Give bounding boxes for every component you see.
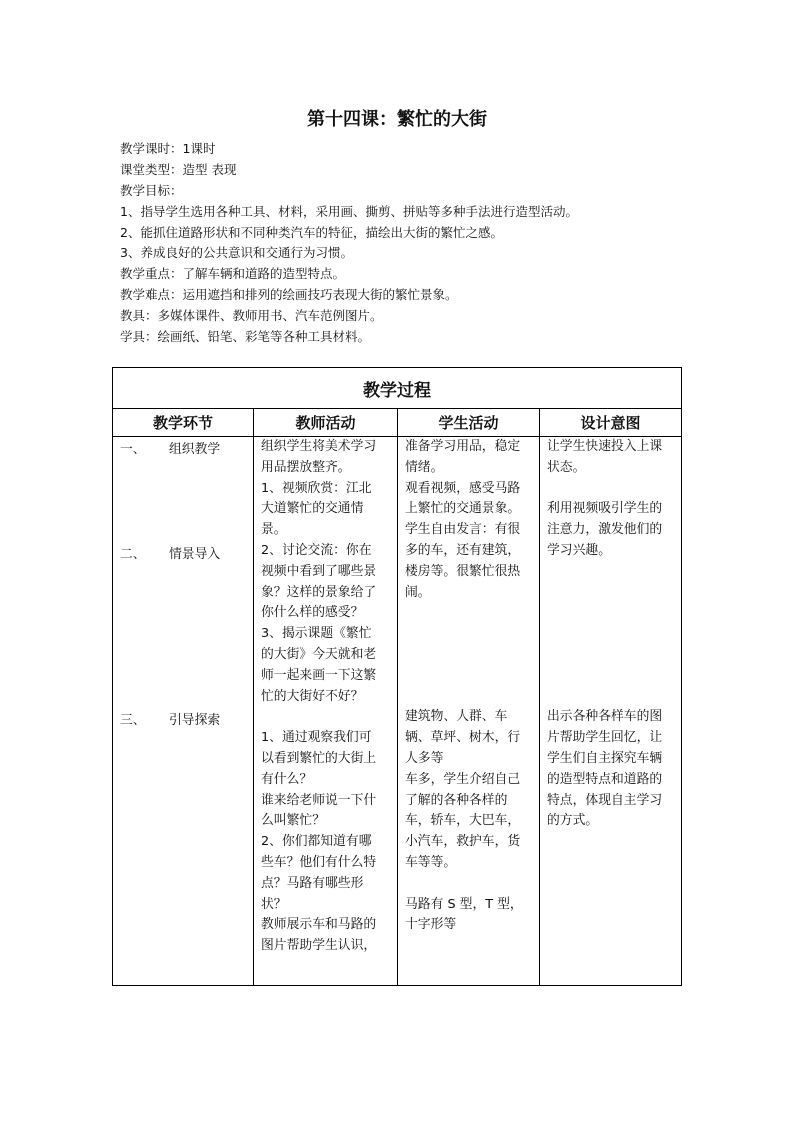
cell-line: 特点，体现自主学习 — [547, 792, 663, 808]
cell-line: 1、通过观察我们可 — [261, 730, 372, 746]
cell-line: 1、视频欣赏：江北 — [261, 480, 372, 496]
cell-line — [547, 666, 681, 687]
stage-name: 组织教学 — [169, 442, 221, 457]
cell-line — [547, 645, 681, 666]
cell-line: 状？ — [261, 896, 287, 912]
info-line: 教学课时：1课时 — [120, 141, 216, 156]
info-line: 2、能抓住道路形状和不同种类汽车的特征，描绘出大街的繁忙之感。 — [120, 224, 503, 240]
cell-line — [547, 603, 681, 624]
cell-line: 的大街》今天就和老 — [261, 646, 377, 662]
cell-line: 谁来给老师说一下什 — [261, 792, 377, 808]
cell-line: 忙的大街好不好？ — [261, 688, 364, 704]
teacher-cell — [254, 437, 398, 986]
info-line: 教学目标： — [120, 182, 183, 198]
stage-number: 二、 — [120, 547, 146, 562]
process-table — [112, 367, 682, 986]
cell-line: 十字形等 — [405, 917, 457, 933]
column-header: 教师活动 — [254, 409, 398, 437]
stage-name: 情景导入 — [169, 547, 221, 562]
cell-line: 出示各种各样车的图 — [547, 709, 663, 725]
teacher-activity — [261, 437, 397, 957]
stage-cell — [113, 437, 254, 986]
cell-line: 多的车，还有建筑， — [405, 542, 521, 558]
stage-number: 三、 — [120, 713, 146, 728]
cell-line — [405, 603, 539, 624]
cell-line: 准备学习用品，稳定 — [405, 439, 521, 454]
cell-line — [405, 624, 539, 645]
cell-line: 图片帮助学生认识， — [261, 938, 377, 954]
cell-line: 用品摆放整齐。 — [261, 459, 351, 475]
student-activity — [405, 437, 539, 936]
cell-line: 组织学生将美术学习 — [261, 439, 377, 454]
info-line: 1、指导学生选用各种工具、材料，采用画、撕剪、拼贴等多种手法进行造型活动。 — [120, 203, 578, 219]
cell-line — [547, 624, 681, 645]
cell-line — [405, 666, 539, 687]
cell-line: 3、揭示课题《繁忙 — [261, 626, 372, 642]
cell-line: 人多等 — [405, 750, 444, 766]
cell-line: 了解的各种各样的 — [405, 792, 508, 808]
student-cell — [398, 437, 540, 986]
column-header: 设计意图 — [540, 409, 682, 437]
cell-line: 学生自由发言：有很 — [405, 522, 521, 538]
stage-number: 一、 — [120, 442, 146, 457]
cell-line: 片帮助学生回忆，让 — [547, 730, 663, 746]
cell-line — [547, 562, 681, 583]
cell-line: 大道繁忙的交通情 — [261, 501, 364, 517]
cell-line: 视频中看到了哪些景 — [261, 563, 377, 579]
cell-line: 辆、草坪、树木，行 — [405, 730, 521, 746]
cell-line: 点？马路有哪些形 — [261, 875, 364, 891]
info-line: 学具：绘画纸、铅笔、彩笔等各种工具材料。 — [120, 329, 371, 345]
info-line: 教学重点：了解车辆和道路的造型特点。 — [120, 266, 346, 282]
cell-line: 学生们自主探究车辆 — [547, 750, 663, 766]
cell-line: 闹。 — [405, 584, 431, 600]
table-caption: 教学过程 — [113, 368, 682, 409]
cell-line — [547, 687, 681, 708]
cell-line: 2、你们都知道有哪 — [261, 834, 372, 850]
column-header: 学生活动 — [398, 409, 540, 437]
cell-line: 些车？他们有什么特 — [261, 854, 377, 870]
cell-line: 有什么？ — [261, 771, 313, 787]
cell-line — [261, 707, 397, 728]
cell-line: 状态。 — [547, 459, 586, 475]
cell-line: 象？这样的景象给了 — [261, 584, 377, 600]
cell-line: 2、讨论交流：你在 — [261, 542, 372, 558]
cell-line: 的造型特点和道路的 — [547, 771, 663, 787]
cell-line: 楼房等。很繁忙很热 — [405, 563, 521, 579]
cell-line: 情绪。 — [405, 459, 444, 475]
cell-line: 的方式。 — [547, 813, 599, 829]
cell-line: 教师展示车和马路的 — [261, 917, 377, 933]
cell-line: 马路有 S 型，T 型， — [405, 896, 523, 912]
cell-line: 景。 — [261, 522, 287, 538]
cell-line: 观看视频，感受马路 — [405, 480, 521, 496]
cell-line: 学习兴趣。 — [547, 542, 611, 558]
cell-line — [547, 583, 681, 604]
cell-line — [405, 874, 539, 895]
cell-line: 小汽车，救护车，货 — [405, 834, 521, 850]
info-line: 教学难点：运用遮挡和排列的绘画技巧表现大街的繁忙景象。 — [120, 287, 458, 303]
cell-line: 么叫繁忙？ — [261, 813, 325, 829]
info-line: 教具：多媒体课件、教师用书、汽车范例图片。 — [120, 308, 383, 324]
stage-name: 引导探索 — [169, 713, 221, 728]
cell-line — [405, 645, 539, 666]
cell-line — [405, 687, 539, 708]
cell-line: 利用视频吸引学生的 — [547, 501, 663, 517]
cell-line: 车多，学生介绍自己 — [405, 771, 521, 787]
cell-line: 注意力，激发他们的 — [547, 522, 663, 538]
info-line: 课堂类型：造型 表现 — [120, 161, 237, 177]
cell-line — [547, 479, 681, 500]
cell-line: 车等等。 — [405, 854, 457, 870]
column-header: 教学环节 — [113, 409, 254, 437]
cell-line: 建筑物、人群、车 — [405, 709, 508, 725]
cell-line: 你什么样的感受？ — [261, 605, 364, 621]
cell-line: 上繁忙的交通景象。 — [405, 501, 521, 517]
intent-cell — [540, 437, 682, 986]
info-line: 3、养成良好的公共意识和交通行为习惯。 — [120, 245, 353, 261]
page-title: 第十四课：繁忙的大街 — [307, 109, 487, 130]
cell-line: 车，轿车，大巴车， — [405, 813, 521, 829]
design-intent — [547, 437, 681, 832]
lesson-info — [120, 139, 720, 348]
cell-line: 以看到繁忙的大街上 — [261, 750, 377, 766]
cell-line: 师一起来画一下这繁 — [261, 667, 377, 683]
cell-line: 让学生快速投入上课 — [547, 439, 663, 454]
